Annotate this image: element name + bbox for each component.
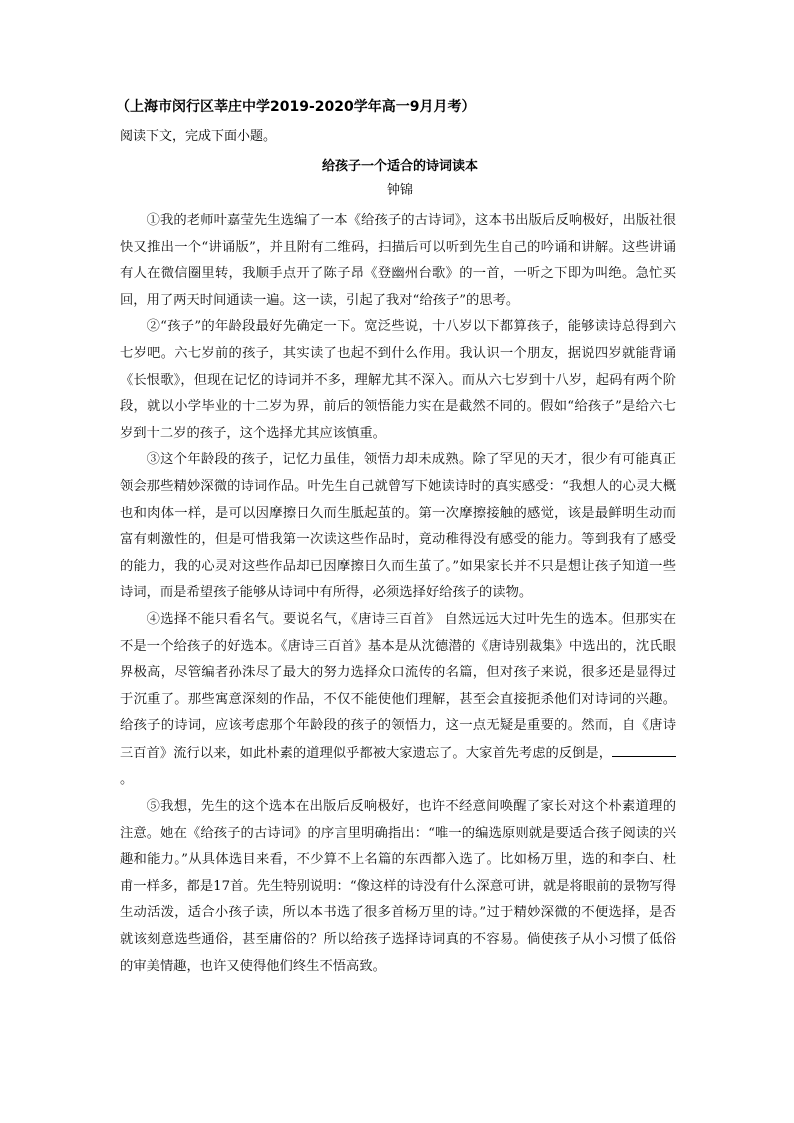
reading-instruction: 阅读下文，完成下面小题。 [120, 129, 277, 144]
fill-in-blank[interactable] [612, 740, 676, 757]
paragraph-1: ①我的老师叶嘉莹先生选编了一本《给孩子的古诗词》，这本书出版后反响极好，出版社很快又推出一个“讲诵版”，并且附有二维码，扫描后可以听到先生自己的吟诵和讲解。这些讲诵有人在微信圈里转，我顺手点开了陈子昂《登幽州台歌》的一首，一听之下即为叫绝。急忙买回，用了两天时间通读一遍。这一读，引起了我对“给孩子”的思考。 [120, 213, 676, 308]
article-title: 给孩子一个适合的诗词读本 [321, 159, 478, 174]
blank-suffix: 。 [120, 772, 134, 788]
article-body [120, 208, 676, 980]
article-author: 钟锦 [386, 183, 413, 198]
exam-source-line: （上海市闵行区莘庄中学2019-2020学年高一9月月考） [116, 99, 476, 115]
paragraph-5: ⑤我想，先生的这个选本在出版后反响极好，也许不经意间唤醒了家长对这个朴素道理的注意。她在《给孩子的古诗词》的序言里明确指出：“唯一的编选原则就是要适合孩子阅读的兴趣和能力。”从具体选目来看，不少算不上名篇的东西都入选了。比如杨万里，选的和李白、杜甫一样多，都是17首。先生特别说明：“像这样的诗没有什么深意可讲，就是将眼前的景物写得生动活泼，适合小孩子读，所以本书选了很多首杨万里的诗。”过于精妙深微的不便选择，是否就该刻意选些通俗，甚至庸俗的？所以给孩子选择诗词真的不容易。倘使孩子从小习惯了低俗的审美情趣，也许又使得他们终生不悟高致。 [120, 799, 676, 974]
paragraph-2: ②“孩子”的年龄段最好先确定一下。宽泛些说，十八岁以下都算孩子，能够读诗总得到六七岁吧。六七岁前的孩子，其实读了也起不到什么作用。我认识一个朋友，据说四岁就能背诵《长恨歌》，但现在记忆的诗词并不多，理解尤其不深入。而从六七岁到十八岁，起码有两个阶段，就以小学毕业的十二岁为界，前后的领悟能力实在是截然不同的。假如“给孩子”是给六七岁到十二岁的孩子，这个选择尤其应该慎重。 [120, 319, 676, 441]
paragraph-3: ③这个年龄段的孩子，记忆力虽佳，领悟力却未成熟。除了罕见的天才，很少有可能真正领会那些精妙深微的诗词作品。叶先生自己就曾写下她读诗时的真实感受：“我想人的心灵大概也和肉体一样，是可以因摩擦日久而生胝起茧的。第一次摩擦接触的感觉，该是最鲜明生动而富有刺激性的，但是可惜我第一次读这些作品时，竟动稚得没有感受的能力。等到我有了感受的能力，我的心灵对这些作品却已因摩擦日久而生茧了。”如果家长并不只是想让孩子知道一些诗词，而是希望孩子能够从诗词中有所得，必须选择好给孩子的读物。 [120, 452, 676, 601]
paragraph-4 [120, 607, 676, 794]
paragraph-4-text: ④选择不能只看名气。要说名气，《唐诗三百首》 自然远远大过叶先生的选本。但那实在不是一个给孩子的好选本。《唐诗三百首》基本是从沈德潜的《唐诗别裁集》中选出的，沈氏眼界极高，尽管编者孙洙尽了最大的努力选择众口流传的名篇，但对孩子来说，很多还是显得过于沉重了。那些寓意深刻的作品，不仅不能使他们理解，甚至会直接扼杀他们对诗词的兴趣。给孩子的诗词，应该考虑那个年龄段的孩子的领悟力，这一点无疑是重要的。然而，自《唐诗三百首》流行以来，如此朴素的道理似乎都被大家遗忘了。大家首先考虑的反倒是， [120, 611, 676, 761]
